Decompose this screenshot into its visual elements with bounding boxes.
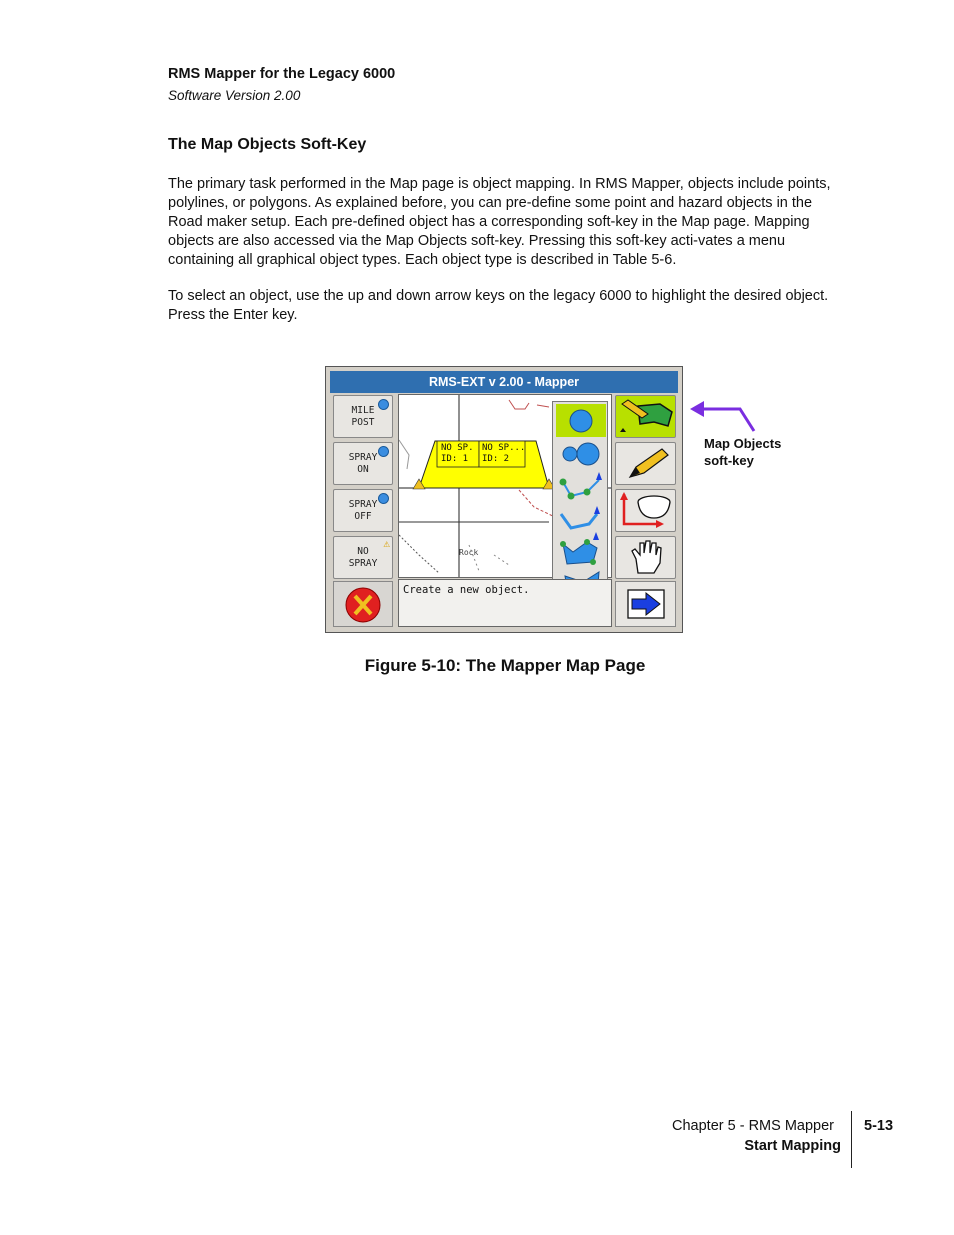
button-label: NO xyxy=(357,546,369,557)
button-label: SPRAY xyxy=(348,452,378,463)
cancel-button[interactable] xyxy=(333,581,393,627)
callout-label xyxy=(704,435,824,469)
map-tag-label: NO SP. xyxy=(441,443,474,453)
page-number: 5-13 xyxy=(864,1118,894,1134)
arrow-right-icon xyxy=(616,582,675,626)
hand-icon xyxy=(616,537,675,578)
button-label: SPRAY xyxy=(348,558,378,569)
button-label: OFF xyxy=(354,511,372,522)
body-paragraph: To select an object, use the up and down arrow keys on the legacy 6000 to highlight the desired object. Press the Enter key. xyxy=(168,288,829,323)
map-tag-label: ID: 2 xyxy=(482,454,510,464)
callout-line: Map Objects xyxy=(704,436,782,451)
polyline-points-object-icon[interactable] xyxy=(560,472,603,500)
point-icon xyxy=(378,399,389,410)
map-tag-label: ID: 1 xyxy=(441,454,469,464)
object-types xyxy=(553,402,609,602)
gps-icon xyxy=(616,490,675,531)
running-header-title: RMS Mapper for the Legacy 6000 xyxy=(168,66,396,82)
pencil-icon xyxy=(616,443,675,484)
spray-off-button[interactable] xyxy=(333,489,393,532)
button-label: POST xyxy=(351,417,375,428)
button-label: SPRAY xyxy=(348,499,378,510)
no-spray-button[interactable] xyxy=(333,536,393,579)
gps-button[interactable] xyxy=(615,489,676,532)
point-icon xyxy=(378,493,389,504)
pencil-button[interactable] xyxy=(615,442,676,485)
footer-chapter: Chapter 5 - RMS Mapper xyxy=(672,1118,834,1134)
mapper-screenshot xyxy=(325,366,683,633)
point-object-icon[interactable] xyxy=(570,410,592,432)
body-paragraph: The primary task performed in the Map page is object mapping. In RMS Mapper, objects include points, polylines, or polygons. As explained before, you can pre-define some point and hazard objects in the Road maker setup. Each pre-defined object has a corresponding soft-key in the Map page. Mapping objects are also accessed via the Map Objects soft-key. Pressing this soft-key acti-vates a menu containing all graphical object types. Each object type is described in Table 5-6. xyxy=(168,176,831,268)
close-icon xyxy=(334,582,392,626)
footer-section: Start Mapping xyxy=(744,1138,841,1154)
next-page-button[interactable] xyxy=(615,581,676,627)
callout-line: soft-key xyxy=(704,453,754,468)
button-label: ON xyxy=(357,464,369,475)
app-title-bar: RMS-EXT v 2.00 - Mapper xyxy=(330,371,678,393)
map-objects-softkey[interactable] xyxy=(615,395,676,438)
pan-button[interactable] xyxy=(615,536,676,579)
polygon-points-object-icon[interactable] xyxy=(560,532,599,565)
map-tag-label: NO SP... xyxy=(482,443,526,453)
map-objects-icon xyxy=(616,396,675,437)
running-header-subtitle: Software Version 2.00 xyxy=(168,88,301,103)
figure-caption: Figure 5-10: The Mapper Map Page xyxy=(364,656,646,675)
section-title: The Map Objects Soft-Key xyxy=(168,136,367,153)
spray-on-button[interactable] xyxy=(333,442,393,485)
multi-point-object-icon[interactable] xyxy=(563,443,599,465)
status-message: Create a new object. xyxy=(398,579,612,627)
callout-arrow xyxy=(686,395,766,440)
mile-post-button[interactable] xyxy=(333,395,393,438)
footer-divider xyxy=(851,1111,852,1168)
map-feature-label: Rock xyxy=(459,548,479,557)
polyline-object-icon[interactable] xyxy=(561,506,600,528)
warning-icon: ⚠ xyxy=(383,537,390,550)
button-label: MILE xyxy=(351,405,375,416)
point-icon xyxy=(378,446,389,457)
map-objects-menu xyxy=(552,401,608,601)
